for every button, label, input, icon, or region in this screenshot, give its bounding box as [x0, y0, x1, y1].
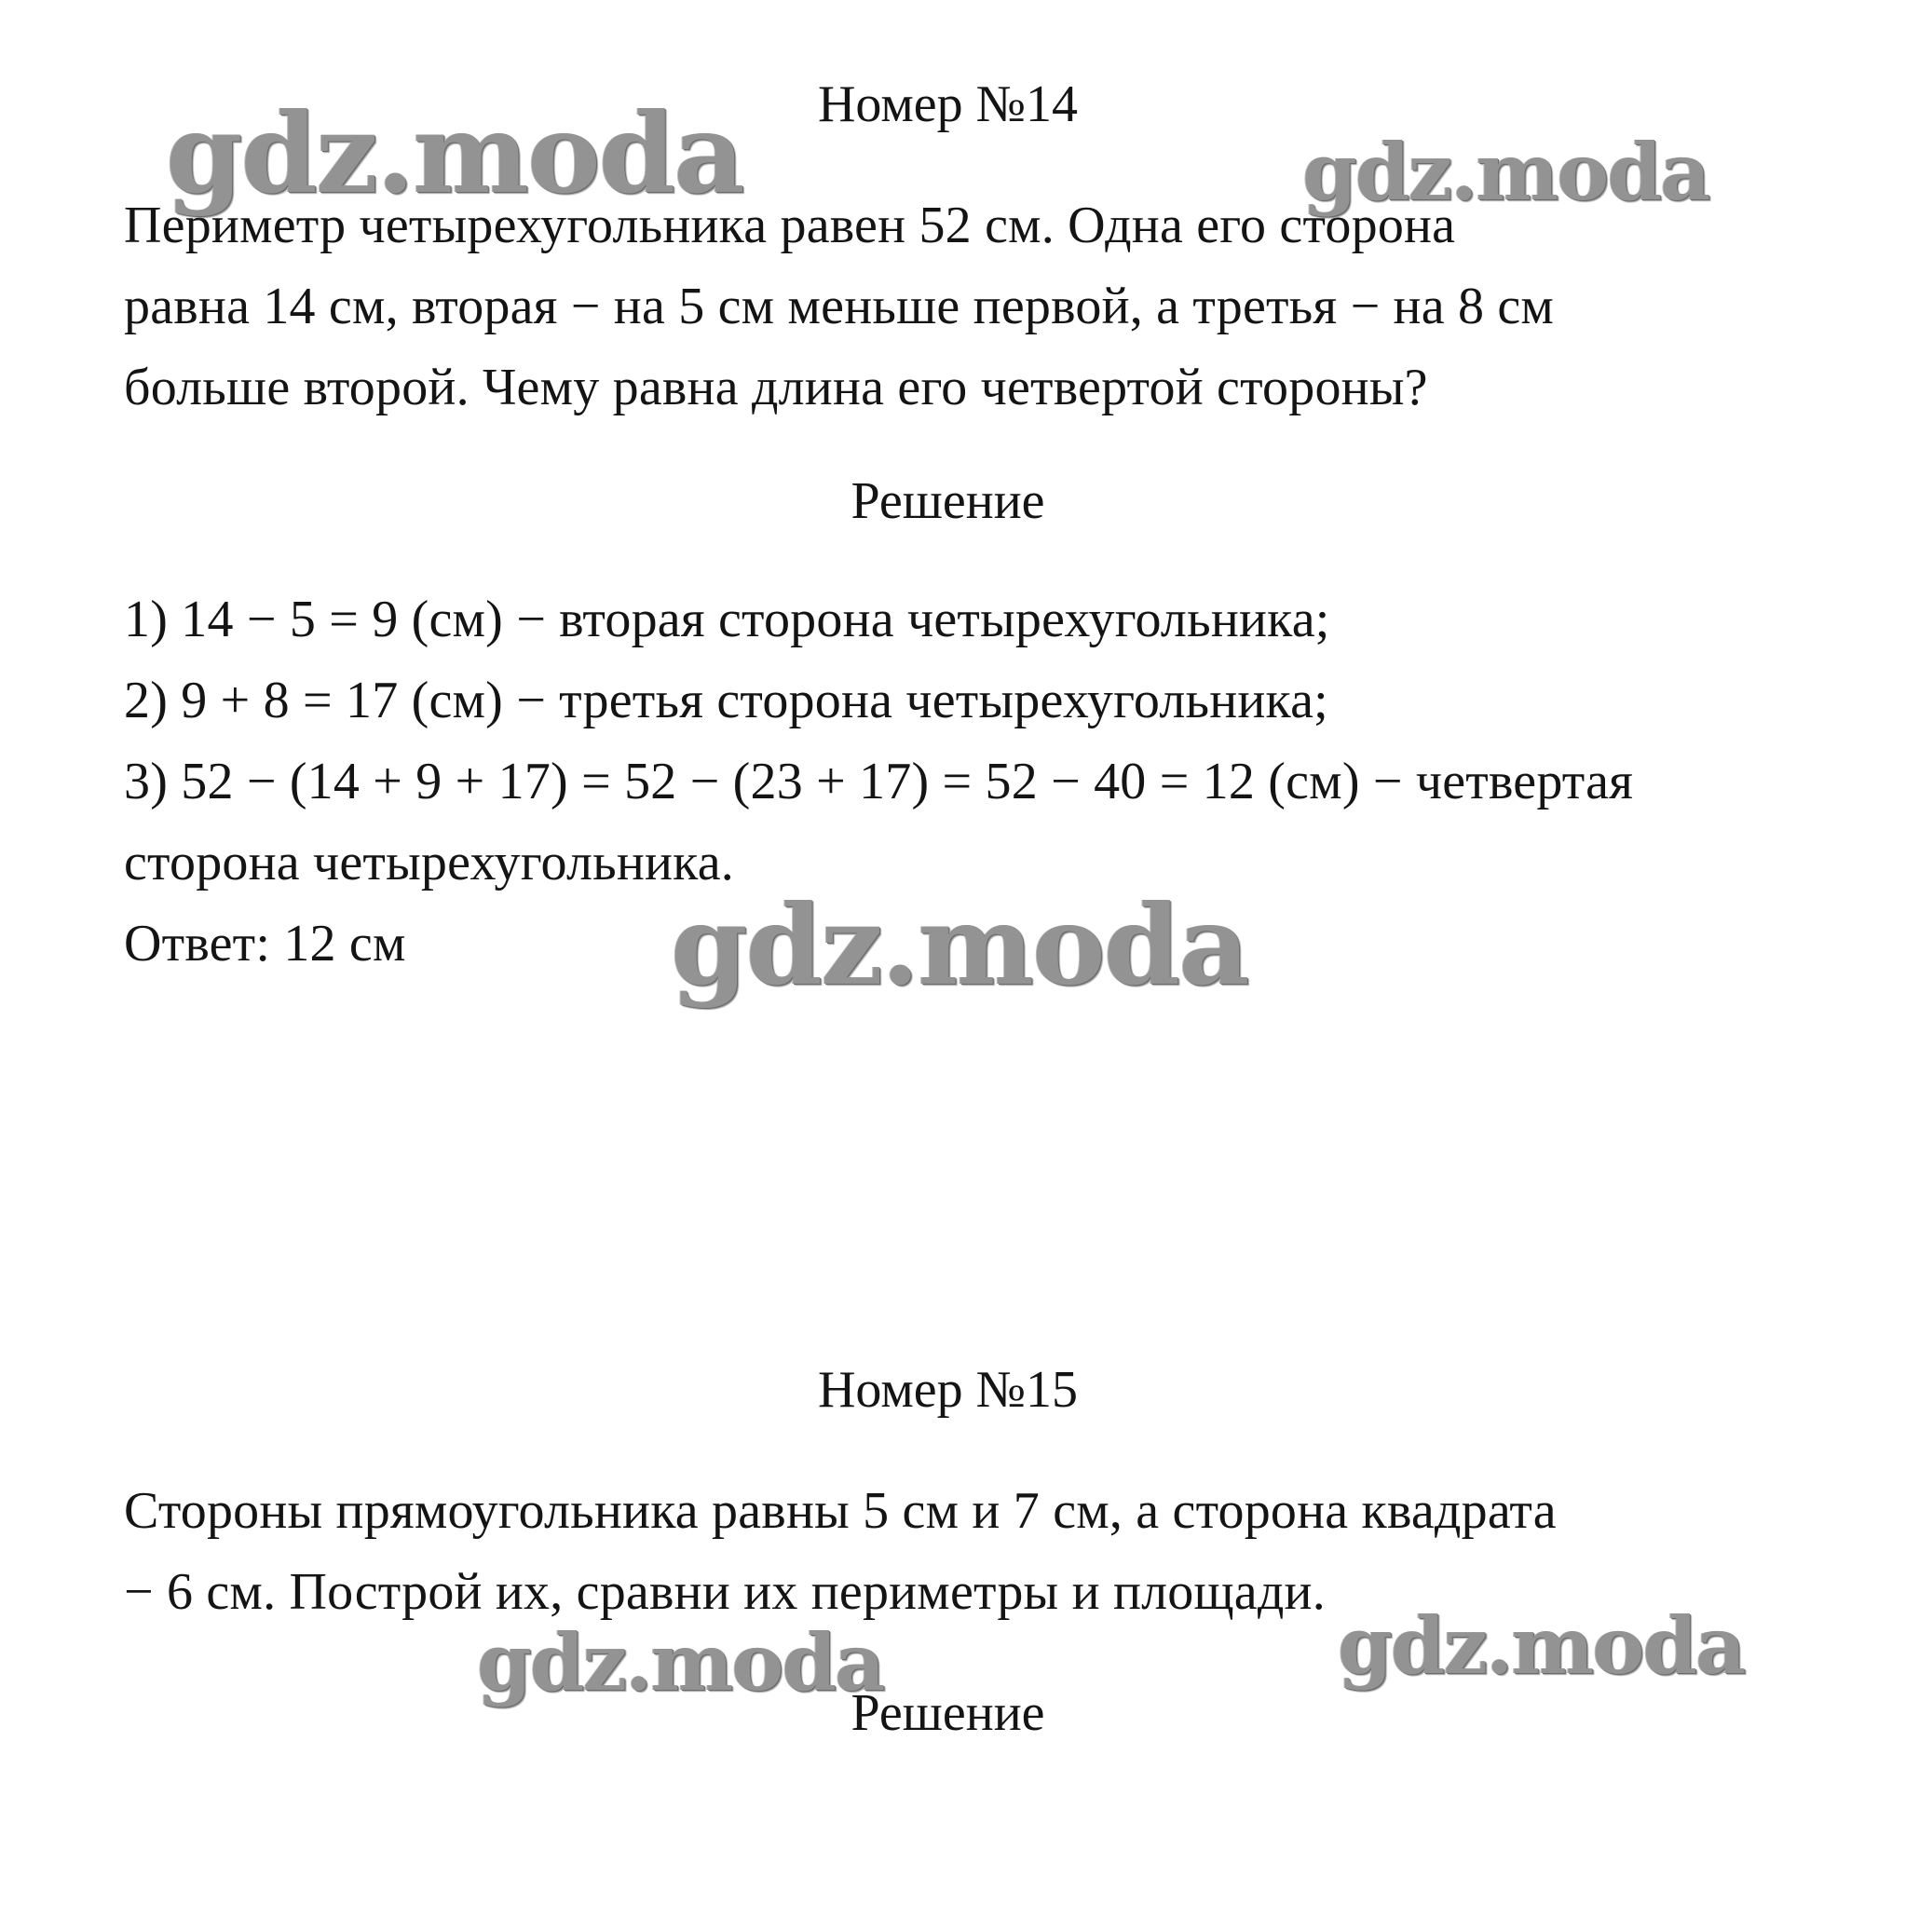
task15-problem-line-1: Стороны прямоугольника равны 5 см и 7 см, а сторона квадрата — [124, 1482, 1557, 1540]
task14-solution-step-1: 1) 14 − 5 = 9 (см) − вторая сторона четырехугольника; — [124, 591, 1330, 648]
task15-problem-line-2: − 6 см. Построй их, сравни их периметры и площади. — [124, 1563, 1326, 1621]
task14-solution-step-3: 3) 52 − (14 + 9 + 17) = 52 − (23 + 17) = 52 − 40 = 12 (см) − четвертая — [124, 753, 1634, 810]
task14-solution-step-2: 2) 9 + 8 = 17 (см) − третья сторона четырехугольника; — [124, 672, 1328, 729]
task14-heading: Номер №14 — [817, 75, 1079, 133]
task14-solution-step-3-cont: сторона четырехугольника. — [124, 834, 734, 891]
task15-solution-heading: Решение — [851, 1684, 1045, 1742]
watermark-logo: gdz.moda — [1338, 1599, 1745, 1692]
task14-problem-line-3: больше второй. Чему равна длина его четвертой стороны? — [124, 359, 1428, 416]
task14-problem-line-1: Периметр четырехугольника равен 52 см. Одна его сторона — [124, 197, 1456, 254]
task14-problem-line-2: равна 14 см, вторая − на 5 см меньше первой, а третья − на 8 см — [124, 278, 1555, 335]
watermark-logo: gdz.moda — [671, 880, 1248, 1010]
watermark-logo: gdz.moda — [166, 88, 743, 218]
task15-heading: Номер №15 — [817, 1361, 1079, 1419]
task14-answer: Ответ: 12 см — [124, 915, 406, 973]
watermark-logo: gdz.moda — [477, 1616, 884, 1708]
task14-solution-heading: Решение — [851, 472, 1045, 530]
watermark-logo: gdz.moda — [1302, 126, 1709, 218]
